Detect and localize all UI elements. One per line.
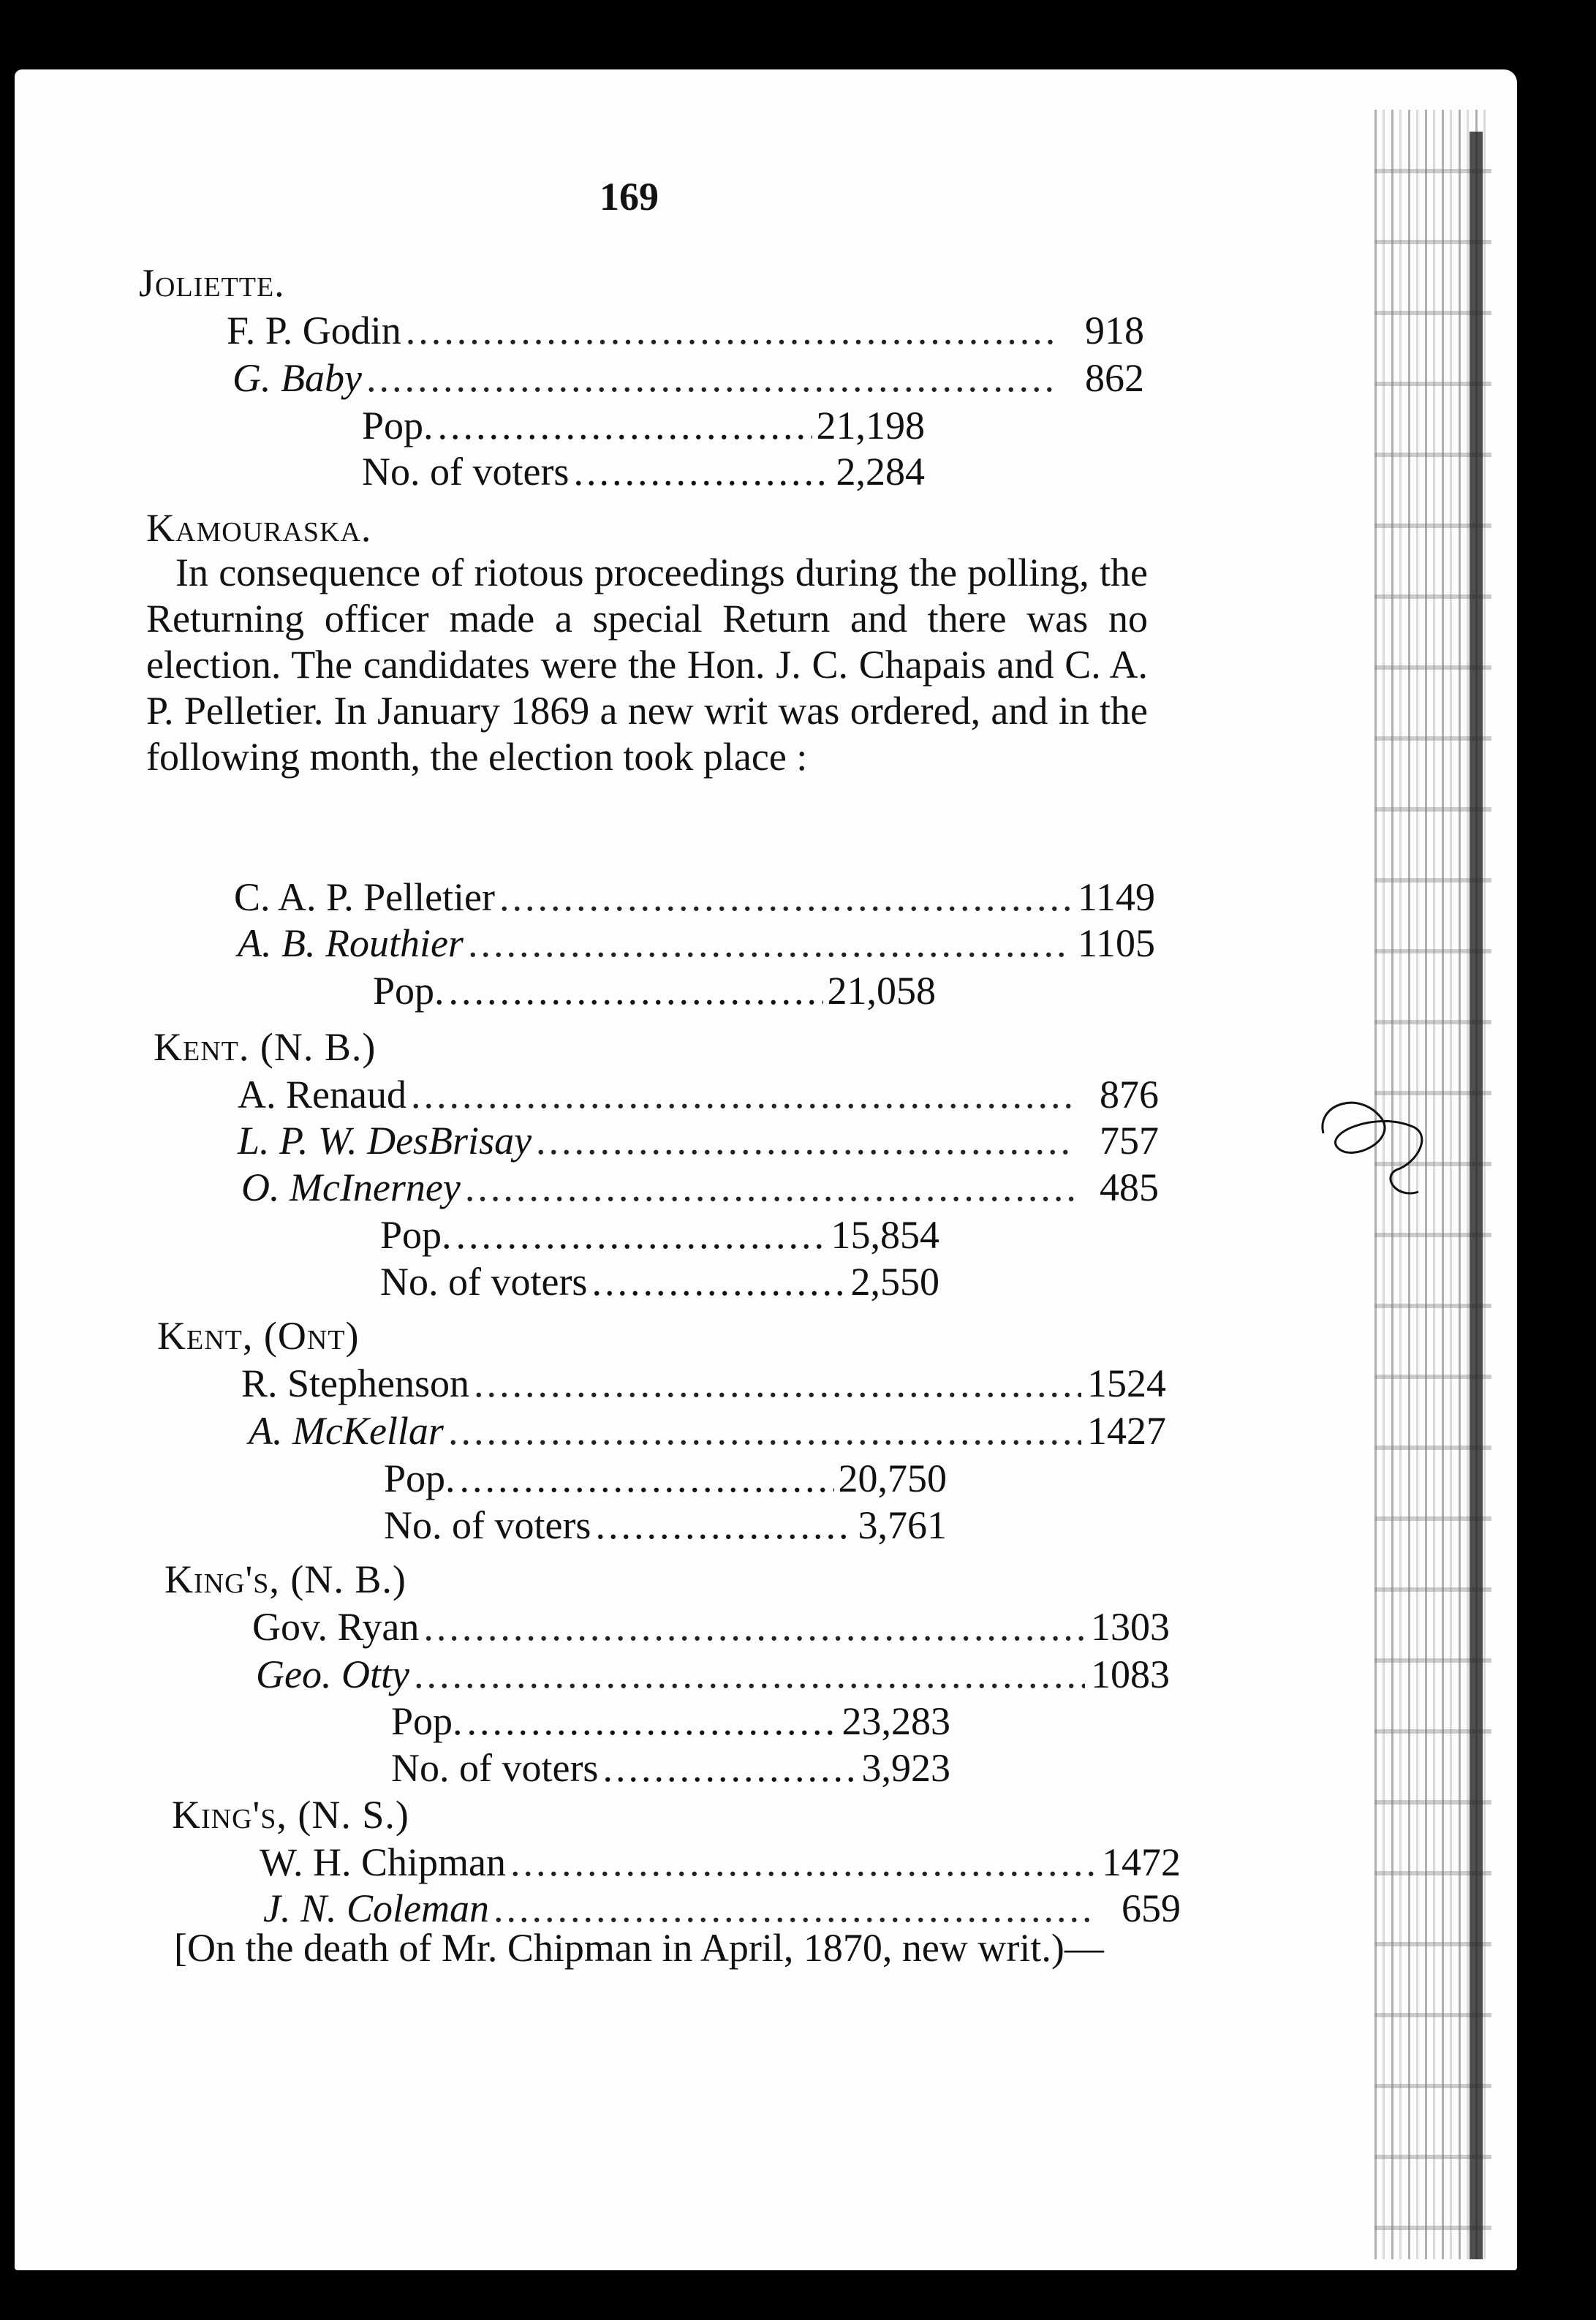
candidate-name: A. Renaud <box>238 1073 406 1116</box>
voters-label: No. of voters <box>380 1260 588 1304</box>
voters-value: 3,923 <box>861 1746 950 1790</box>
handwritten-scribble <box>1309 1089 1440 1206</box>
dot-leader <box>366 355 1059 401</box>
candidate-name: Geo. Otty <box>256 1652 409 1696</box>
pop-value: 15,854 <box>831 1213 939 1257</box>
pop-label: Pop. <box>362 404 434 447</box>
candidate-name: F. P. Godin <box>227 309 401 352</box>
candidate-name: Gov. Ryan <box>252 1605 420 1649</box>
population-row <box>373 967 936 1014</box>
candidate-votes: 659 <box>1122 1886 1181 1930</box>
voters-row <box>380 1258 939 1305</box>
dot-leader <box>465 1164 1074 1211</box>
pop-label: Pop. <box>384 1456 455 1500</box>
candidate-row <box>256 1651 1170 1698</box>
dot-leader <box>595 1502 853 1549</box>
candidate-row <box>238 920 1155 967</box>
dot-leader <box>499 874 1070 921</box>
candidate-votes: 485 <box>1100 1165 1159 1209</box>
candidate-row <box>249 1408 1166 1454</box>
dot-leader <box>467 1698 838 1745</box>
dot-leader <box>438 402 812 449</box>
candidate-row <box>252 1603 1170 1650</box>
candidate-votes: 757 <box>1100 1119 1159 1163</box>
candidate-votes: 1524 <box>1087 1361 1166 1405</box>
kamouraska-paragraph: In consequence of riotous proceedings during the polling, the Returning officer made a special Return and there was no election. The candidates were the Hon. J. C. Chapais and C. A. P. Pelletier. In January 1869 a new writ was ordered, and in the following month, the election took place : <box>146 551 1148 779</box>
candidate-row <box>227 307 1144 354</box>
candidate-votes: 1303 <box>1091 1605 1170 1649</box>
pop-value: 21,198 <box>816 404 925 447</box>
voters-label: No. of voters <box>384 1503 591 1547</box>
pop-value: 20,750 <box>838 1456 947 1500</box>
candidate-name: A. McKellar <box>249 1409 444 1453</box>
dot-leader <box>602 1745 857 1791</box>
candidate-row <box>234 874 1155 921</box>
candidate-name: J. N. Coleman <box>263 1886 489 1930</box>
section-heading-kings-ns: King's, (N. S.) <box>172 1793 409 1837</box>
dot-leader <box>411 1071 1074 1118</box>
dot-leader <box>468 920 1070 967</box>
candidate-votes: 1083 <box>1091 1652 1170 1696</box>
pop-value: 23,283 <box>842 1699 950 1743</box>
candidate-row <box>241 1360 1166 1407</box>
candidate-votes: 918 <box>1085 309 1144 352</box>
candidate-name: A. B. Routhier <box>238 921 464 965</box>
section-heading-kent-nb: Kent. (N. B.) <box>154 1025 377 1069</box>
candidate-votes: 1105 <box>1078 921 1155 965</box>
candidate-name: C. A. P. Pelletier <box>234 875 496 919</box>
dot-leader <box>536 1117 1074 1164</box>
voters-row <box>384 1502 947 1549</box>
candidate-votes: 1149 <box>1078 875 1155 919</box>
dot-leader <box>423 1603 1085 1650</box>
candidate-name: R. Stephenson <box>241 1361 470 1405</box>
dot-leader <box>474 1360 1081 1407</box>
voters-value: 3,761 <box>858 1503 947 1547</box>
dot-leader <box>448 1408 1081 1454</box>
voters-row <box>362 448 925 495</box>
candidate-name: W. H. Chipman <box>260 1840 506 1884</box>
candidate-name: O. McInerney <box>241 1165 461 1209</box>
population-row <box>362 402 925 449</box>
dot-leader <box>591 1258 846 1305</box>
candidate-row <box>238 1117 1159 1164</box>
dot-leader <box>406 307 1059 354</box>
voters-value: 2,284 <box>836 450 925 494</box>
candidate-name: G. Baby <box>232 356 362 400</box>
candidate-votes: 1472 <box>1102 1840 1181 1884</box>
pop-label: Pop. <box>380 1213 452 1257</box>
dot-leader <box>573 448 831 495</box>
population-row <box>384 1455 947 1502</box>
page-gutter <box>1470 132 1483 2259</box>
kings-ns-note: [On the death of Mr. Chipman in April, 1870, new writ.)— <box>174 1926 1104 1970</box>
population-row <box>391 1698 950 1745</box>
pop-value: 21,058 <box>827 969 936 1013</box>
voters-value: 2,550 <box>850 1260 939 1304</box>
candidate-votes: 876 <box>1100 1073 1159 1116</box>
voters-label: No. of voters <box>362 450 570 494</box>
dot-leader <box>414 1651 1085 1698</box>
voters-row <box>391 1745 950 1791</box>
dot-leader <box>449 967 823 1014</box>
pop-label: Pop. <box>373 969 445 1013</box>
page-number: 169 <box>600 175 659 219</box>
candidate-row <box>260 1839 1181 1886</box>
section-heading-kent-ont: Kent, (Ont) <box>157 1314 360 1358</box>
dot-leader <box>460 1455 834 1502</box>
candidate-name: L. P. W. DesBrisay <box>238 1119 532 1163</box>
candidate-row <box>232 355 1144 401</box>
pop-label: Pop. <box>391 1699 463 1743</box>
population-row <box>380 1212 939 1258</box>
section-heading-kings-nb: King's, (N. B.) <box>164 1557 406 1601</box>
dot-leader <box>456 1212 827 1258</box>
voters-label: No. of voters <box>391 1746 599 1790</box>
section-heading-joliette: Joliette. <box>139 261 285 305</box>
candidate-row <box>238 1071 1159 1118</box>
dot-leader <box>510 1839 1096 1886</box>
candidate-votes: 862 <box>1085 356 1144 400</box>
candidate-votes: 1427 <box>1087 1409 1166 1453</box>
candidate-row <box>241 1164 1159 1211</box>
section-heading-kamouraska: Kamouraska. <box>146 506 372 550</box>
